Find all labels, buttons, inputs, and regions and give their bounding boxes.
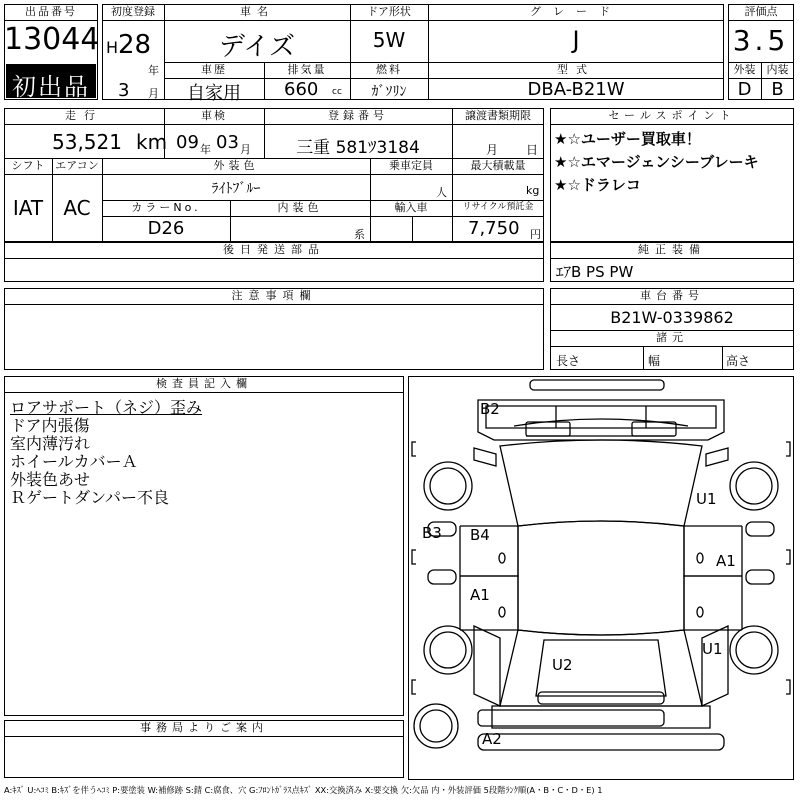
inspection-year-unit: 年 bbox=[200, 143, 211, 156]
registration-label: 登録番号 bbox=[328, 109, 388, 122]
inspection-month-unit: 月 bbox=[240, 143, 251, 156]
shift-value: IAT bbox=[12, 196, 44, 220]
dimensions-label: 諸元 bbox=[656, 331, 688, 344]
color-no-label: カラーNo. bbox=[131, 201, 201, 214]
damage-mark: B3 bbox=[422, 524, 442, 542]
damage-mark: U1 bbox=[696, 490, 717, 508]
damage-mark: A2 bbox=[482, 730, 502, 748]
sales-point-item: ★☆ドラレコ bbox=[554, 176, 641, 194]
registration-value: 三重 581ﾂ3184 bbox=[296, 138, 420, 158]
first-reg-label: 初度登録 bbox=[111, 5, 155, 18]
chassis-label: 車台番号 bbox=[640, 289, 704, 302]
damage-mark: A1 bbox=[470, 586, 490, 604]
ext-color-value: ﾗｲﾄﾌﾞﾙｰ bbox=[211, 181, 261, 197]
genuine-label: 純正装備 bbox=[638, 243, 706, 256]
model-type-label: 型式 bbox=[557, 63, 595, 76]
int-color-unit: 系 bbox=[354, 228, 365, 241]
mileage-unit: km bbox=[136, 130, 168, 154]
inspector-note: ドア内張傷 bbox=[10, 416, 90, 435]
legend-text: A:ｷｽﾞ U:ﾍｺﾐ B:ｷｽﾞを伴うﾍｺﾐ P:要塗装 W:補修跡 S:錆 C:腐食、穴 G:ﾌﾛﾝﾄｶﾞﾗｽ点ｷｽﾞ XX:交換済み X:要交換 欠:欠品 内・外装評価 5段階ﾗﾝｸ順(A・B・C・D・E) 1 bbox=[4, 785, 603, 795]
first-reg-year-unit: 年 bbox=[148, 64, 159, 77]
mileage-value: 53,521 bbox=[52, 130, 122, 154]
inspector-label: 検査員記入欄 bbox=[156, 377, 252, 390]
interior-grade-label: 内装 bbox=[766, 63, 789, 76]
inspector-note: 外装色あせ bbox=[10, 470, 91, 489]
load-label: 最大積載量 bbox=[470, 159, 526, 172]
inspector-note: ロアサポート（ネジ）歪み bbox=[10, 398, 203, 417]
detail-table bbox=[4, 108, 544, 242]
damage-mark: U1 bbox=[702, 640, 723, 658]
inspector-note: Ｒゲートダンパー不良 bbox=[10, 488, 170, 507]
history-label: 車歴 bbox=[201, 63, 227, 76]
fuel-label: 燃料 bbox=[376, 63, 402, 76]
genuine-value: ｴｱB PS PW bbox=[556, 263, 634, 281]
load-unit: kg bbox=[526, 184, 540, 197]
score-value: 3.5 bbox=[732, 24, 790, 57]
displacement-label: 排気量 bbox=[287, 63, 327, 76]
sales-points-label: セールスポイント bbox=[608, 109, 736, 122]
first-reg-month-unit: 月 bbox=[148, 87, 159, 100]
transfer-month-unit: 月 bbox=[486, 143, 499, 157]
ext-color-label: 外装色 bbox=[213, 159, 259, 172]
transfer-day-unit: 日 bbox=[526, 143, 539, 157]
first-reg-month: 3 bbox=[118, 80, 130, 101]
aircon-value: AC bbox=[63, 196, 91, 220]
car-name-label: 車名 bbox=[240, 5, 274, 18]
dimension-height-label: 高さ bbox=[726, 354, 751, 368]
capacity-unit: 人 bbox=[436, 186, 447, 199]
first-reg-era: H bbox=[106, 38, 119, 57]
history-value: 自家用 bbox=[187, 83, 241, 104]
inspector-note: 室内薄汚れ bbox=[10, 434, 91, 453]
interior-grade-value: B bbox=[771, 79, 784, 100]
transfer-label: 譲渡書類期限 bbox=[465, 109, 531, 122]
car-name-value: デイズ bbox=[219, 32, 295, 62]
displacement-value: 660 bbox=[284, 79, 319, 100]
grade-value: J bbox=[572, 26, 580, 54]
damage-mark: A1 bbox=[716, 552, 736, 570]
inspection-label: 車検 bbox=[201, 109, 227, 122]
capacity-label: 乗車定員 bbox=[389, 159, 433, 172]
mileage-label: 走行 bbox=[65, 109, 103, 122]
model-type-value: DBA-B21W bbox=[527, 79, 625, 100]
damage-mark: B2 bbox=[480, 400, 500, 418]
inspector-note: ホイールカバーＡ bbox=[10, 452, 138, 471]
office-label: 事務局よりご案内 bbox=[140, 721, 268, 734]
door-label: ドア形状 bbox=[367, 5, 411, 18]
lot-label: 出品番号 bbox=[25, 5, 77, 18]
sales-point-item: ★☆ユーザー買取車！ bbox=[554, 130, 701, 148]
inspection-month: 03 bbox=[216, 132, 239, 153]
dimension-width-label: 幅 bbox=[648, 354, 661, 368]
first-reg-year: 28 bbox=[118, 30, 152, 60]
exterior-grade-label: 外装 bbox=[733, 63, 756, 76]
lot-number: 13044 bbox=[4, 22, 100, 57]
exterior-grade-value: D bbox=[737, 79, 752, 100]
first-listing-label: 初出品 bbox=[12, 73, 90, 101]
chassis-value: B21W-0339862 bbox=[610, 308, 734, 327]
sales-point-item: ★☆エマージェンシーブレーキ bbox=[554, 153, 759, 171]
fuel-value: ｶﾞｿﾘﾝ bbox=[371, 84, 407, 100]
inspection-year: 09 bbox=[176, 132, 199, 153]
grade-label: グレード bbox=[530, 5, 622, 18]
dimension-length-label: 長さ bbox=[556, 354, 581, 368]
displacement-unit: cc bbox=[332, 87, 342, 97]
import-label: 輸入車 bbox=[394, 201, 428, 214]
damage-mark: B4 bbox=[470, 526, 490, 544]
int-color-label: 内装色 bbox=[277, 201, 323, 214]
color-no-value: D26 bbox=[147, 218, 185, 239]
car-diagram bbox=[408, 376, 794, 780]
notes-label: 注意事項欄 bbox=[231, 289, 317, 302]
recycle-value: 7,750 bbox=[468, 218, 520, 239]
recycle-unit: 円 bbox=[530, 228, 541, 241]
later-parts-label: 後日発送部品 bbox=[223, 243, 325, 256]
aircon-label: エアコン bbox=[55, 159, 99, 172]
damage-mark: U2 bbox=[552, 656, 573, 674]
door-value: 5W bbox=[372, 28, 406, 52]
shift-label: シフト bbox=[11, 159, 45, 172]
score-label: 評価点 bbox=[744, 5, 778, 18]
recycle-label: リサイクル預託金 bbox=[462, 202, 534, 212]
